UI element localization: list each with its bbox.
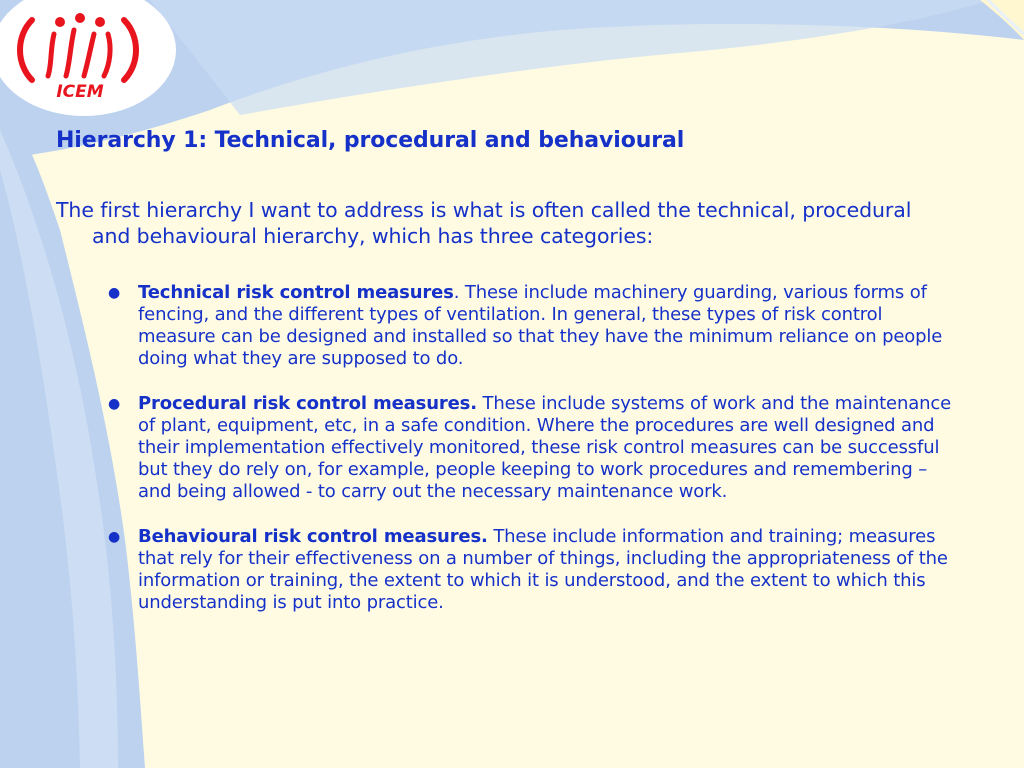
- bullet-behavioural: [108, 526, 958, 614]
- bullet-technical: [108, 282, 958, 370]
- bullet-dot-icon: ●: [108, 285, 121, 301]
- bullet-lead: Technical risk control measures: [138, 282, 454, 303]
- bullet-lead: Procedural risk control measures.: [138, 393, 477, 414]
- bullet-procedural: [108, 393, 958, 503]
- bullet-dot-icon: ●: [108, 529, 121, 545]
- bullet-lead: Behavioural risk control measures.: [138, 526, 488, 547]
- bullet-text: These include information and training; measures that rely for their effectiveness on a number of things, including the appropriateness of the information or training, the extent to which it is understood, and the extent to which this understanding is put into practice.: [138, 526, 948, 613]
- logo-text: ICEM: [56, 82, 104, 102]
- bullet-text: These include systems of work and the maintenance of plant, equipment, etc, in a safe condition. Where the procedures are well designed and their implementation effectively monitored, these risk control measures can be successful but they do rely on, for example, people keeping to work procedures and remembering – and being allowed - to carry out the necessary maintenance work.: [138, 393, 952, 502]
- bullet-list: [108, 282, 958, 637]
- bullet-text: . These include machinery guarding, various forms of fencing, and the different types of ventilation. In general, these types of risk control measure can be designed and installed so that they have the minimum reliance on people doing what they are supposed to do.: [138, 282, 943, 369]
- slide-title: Hierarchy 1: Technical, procedural and behavioural: [56, 128, 685, 153]
- bullet-dot-icon: ●: [108, 396, 121, 412]
- intro-paragraph: The first hierarchy I want to address is what is often called the technical, procedural and behavioural hierarchy, which has three categories:: [56, 198, 912, 248]
